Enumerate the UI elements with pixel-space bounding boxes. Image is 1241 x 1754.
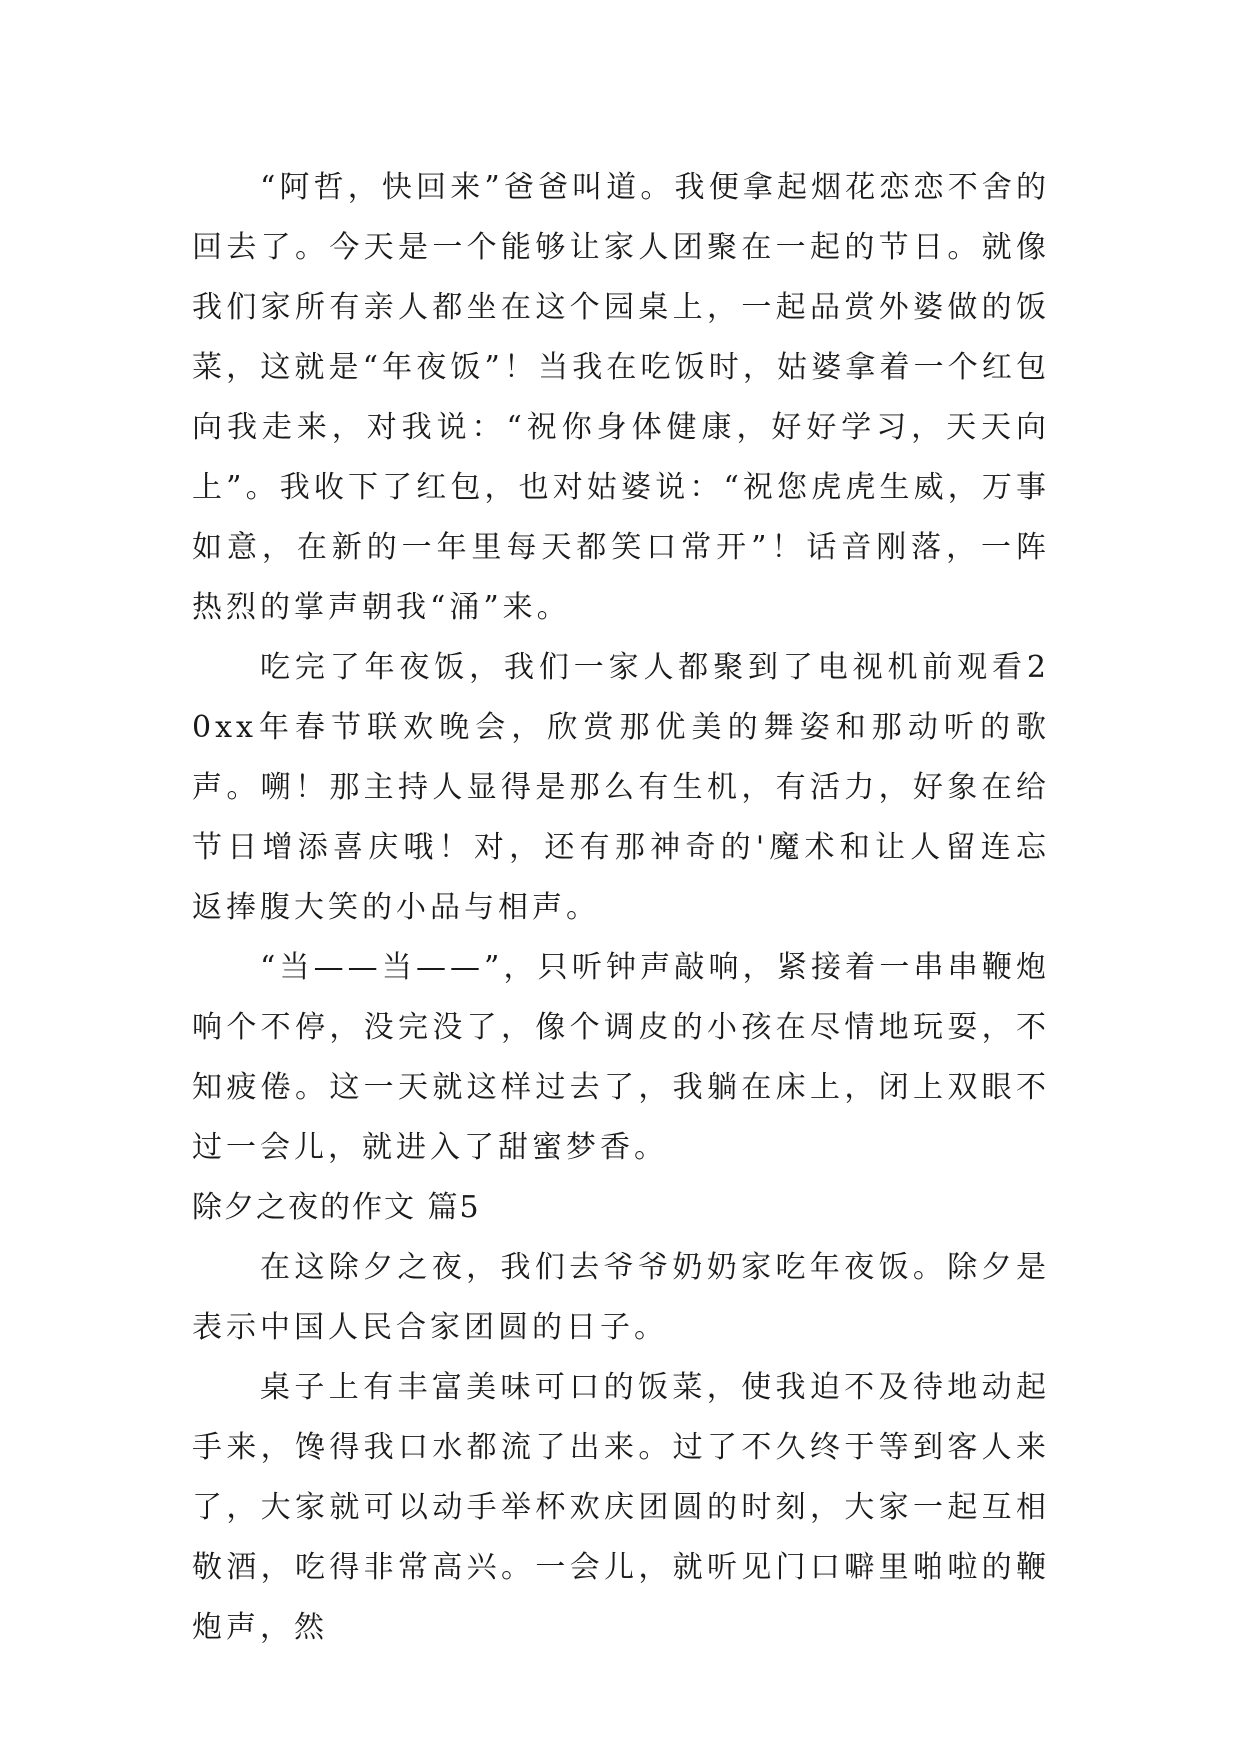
paragraph-return-home: “阿哲，快回来”爸爸叫道。我便拿起烟花恋恋不舍的回去了。今天是一个能够让家人团聚在一起的节日。就像我们家所有亲人都坐在这个园桌上，一起品赏外婆做的饭菜，这就是“年夜饭”！当我在吃饭时，姑婆拿着一个红包向我走来，对我说：“祝你身体健康，好好学习，天天向上”。我收下了红包，也对姑婆说：“祝您虎虎生威，万事如意，在新的一年里每天都笑口常开”！话音刚落，一阵热烈的掌声朝我“涌”来。 (192, 170, 1050, 625)
paragraph-spring-gala: 吃完了年夜饭，我们一家人都聚到了电视机前观看20xx年春节联欢晚会，欣赏那优美的舞姿和那动听的歌声。嗍！那主持人显得是那么有生机，有活力，好象在给节日增添喜庆哦！对，还有那神奇的'魔术和让人留连忘返捧腹大笑的小品与相声。 (192, 650, 1050, 925)
paragraph-grandparents-dinner: 在这除夕之夜，我们去爷爷奶奶家吃年夜饭。除夕是表示中国人民合家团圆的日子。 (192, 1250, 1050, 1345)
paragraph-table-feast: 桌子上有丰富美味可口的饭菜，使我迫不及待地动起手来，馋得我口水都流了出来。过了不久终于等到客人来了，大家就可以动手举杯欢庆团圆的时刻，大家一起互相敬酒，吃得非常高兴。一会儿，就听见门口噼里啪啦的鞭炮声，然 (192, 1370, 1050, 1645)
paragraph-bell-firecrackers: “当——当——”，只听钟声敲响，紧接着一串串鞭炮响个不停，没完没了，像个调皮的小孩在尽情地玩耍，不知疲倦。这一天就这样过去了，我躺在床上，闭上双眼不过一会儿，就进入了甜蜜梦香。 (192, 950, 1050, 1165)
section-heading: 除夕之夜的作文 篇5 (192, 1190, 481, 1225)
document-body (192, 158, 1050, 1658)
